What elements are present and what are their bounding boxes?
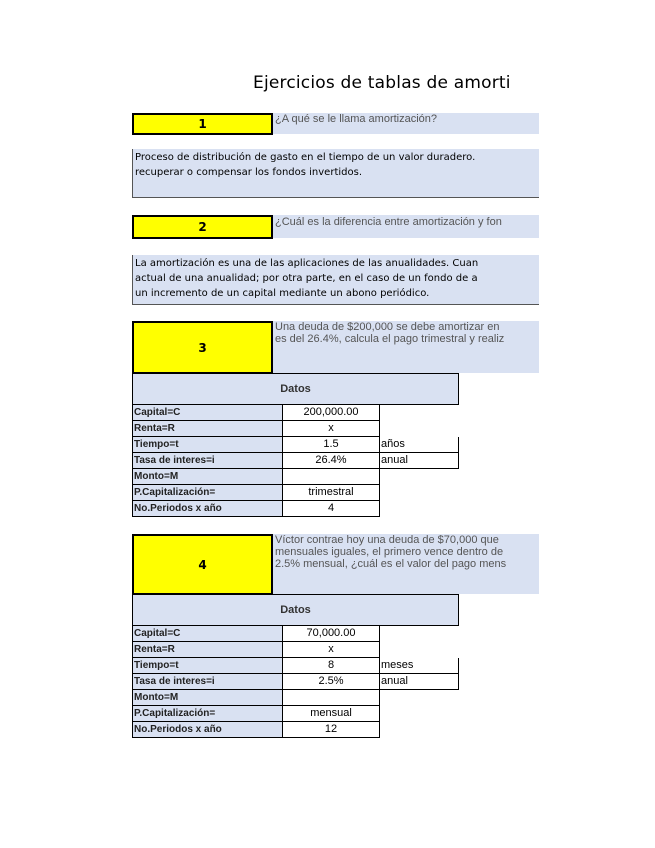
datos-unit: meses <box>380 658 459 674</box>
datos-label: P.Capitalización= <box>132 706 283 722</box>
datos-label: No.Periodos x año <box>132 501 283 517</box>
answer-2-line-1: La amortización es una de las aplicaciones de las anualidades. Cuan <box>135 258 479 269</box>
datos-value <box>283 469 380 485</box>
answer-2-line-3: un incremento de un capital mediante un abono periódico. <box>135 288 430 299</box>
datos-value: mensual <box>283 706 380 722</box>
datos-value: 70,000.00 <box>283 626 380 642</box>
datos-value: 1.5 <box>283 437 380 453</box>
datos-label: Renta=R <box>132 642 283 658</box>
datos-value: x <box>283 421 380 437</box>
datos-label: Monto=M <box>132 690 283 706</box>
question-4-text <box>273 534 539 594</box>
datos-label: Tiempo=t <box>132 437 283 453</box>
question-4-line-2: mensuales iguales, el primero vence dentro de <box>275 546 504 558</box>
question-number-3: 3 <box>132 321 273 374</box>
datos-label: Capital=C <box>132 405 283 421</box>
answer-2-line-2: actual de una anualidad; por otra parte, en el caso de un fondo de a <box>135 273 478 284</box>
datos-unit: anual <box>380 674 459 690</box>
datos-value: 12 <box>283 722 380 738</box>
question-number-2: 2 <box>132 215 273 239</box>
datos-value <box>283 690 380 706</box>
question-number-1: 1 <box>132 113 273 135</box>
answer-2 <box>132 255 539 305</box>
datos-label: P.Capitalización= <box>132 485 283 501</box>
question-1-line: ¿A qué se le llama amortización? <box>275 113 438 125</box>
datos-header-4: Datos <box>132 594 459 626</box>
datos-value: 200,000.00 <box>283 405 380 421</box>
question-2-text <box>273 215 539 238</box>
datos-value: 2.5% <box>283 674 380 690</box>
datos-label: Renta=R <box>132 421 283 437</box>
question-4-line-3: 2.5% mensual, ¿cuál es el valor del pago mens <box>275 558 507 570</box>
question-2-line: ¿Cuál es la diferencia entre amortización y fon <box>275 216 502 228</box>
datos-label: Tasa de interes=i <box>132 674 283 690</box>
datos-unit: anual <box>380 453 459 469</box>
question-number-4: 4 <box>132 534 273 595</box>
datos-label: Capital=C <box>132 626 283 642</box>
datos-label: Tiempo=t <box>132 658 283 674</box>
datos-value: x <box>283 642 380 658</box>
datos-value: 4 <box>283 501 380 517</box>
datos-value: 8 <box>283 658 380 674</box>
question-4-line-1: Víctor contrae hoy una deuda de $70,000 que <box>275 534 499 546</box>
datos-label: Monto=M <box>132 469 283 485</box>
datos-label: No.Periodos x año <box>132 722 283 738</box>
datos-header-3: Datos <box>132 373 459 405</box>
datos-label: Tasa de interes=i <box>132 453 283 469</box>
datos-value: trimestral <box>283 485 380 501</box>
datos-value: 26.4% <box>283 453 380 469</box>
page-title: Ejercicios de tablas de amorti <box>253 73 511 93</box>
question-3-line-1: Una deuda de $200,000 se debe amortizar en <box>275 321 500 333</box>
answer-1-line-1: Proceso de distribución de gasto en el tiempo de un valor duradero. <box>135 152 476 163</box>
question-3-text <box>273 321 539 373</box>
question-3-line-2: es del 26.4%, calcula el pago trimestral y realiz <box>275 333 505 345</box>
datos-unit: años <box>380 437 459 453</box>
answer-1-line-2: recuperar o compensar los fondos invertidos. <box>135 167 362 178</box>
answer-1 <box>132 149 539 198</box>
question-1-text <box>273 113 539 134</box>
